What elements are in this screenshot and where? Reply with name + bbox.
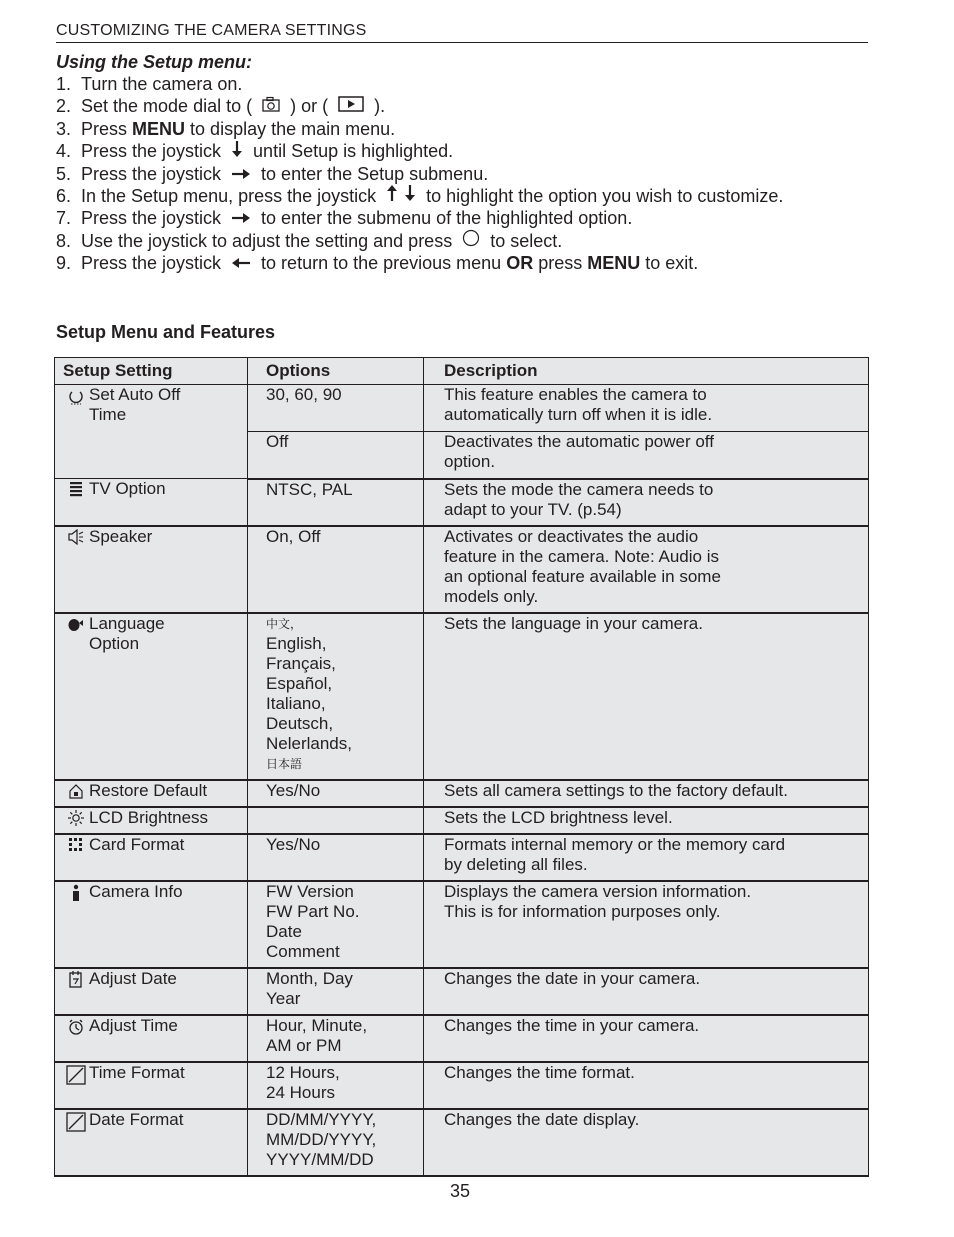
setup-menu-table [54, 357, 869, 1177]
option-value: FW Part No. [266, 901, 360, 921]
setting-cell [55, 968, 248, 1015]
page-number: 35 [449, 1181, 471, 1201]
setting-cell [55, 1015, 248, 1062]
description-text: Changes the time in your camera. [444, 1015, 700, 1035]
step-5: 5. Press the joystick to enter the Setup submenu. [56, 163, 489, 184]
column-header: Setup Setting [55, 358, 248, 385]
option-value: Italiano, [266, 693, 326, 713]
table-row [55, 834, 869, 881]
options-cell [248, 526, 424, 613]
setting-name: Speaker [89, 526, 153, 546]
arrow-right-icon [231, 207, 251, 229]
table-row [55, 1062, 869, 1109]
description-text: Sets the language in your camera. [444, 613, 703, 633]
options-cell [248, 881, 424, 968]
option-value: Français, [266, 653, 336, 673]
options-cell [248, 968, 424, 1015]
option-value: Year [266, 988, 301, 1008]
card-format-icon [63, 835, 89, 855]
description-text: models only. [444, 586, 539, 606]
option-value: Yes/No [266, 834, 321, 854]
description-cell [424, 479, 869, 526]
description-text: Sets the LCD brightness level. [444, 807, 673, 827]
options-cell [248, 1109, 424, 1176]
setting-name: Option [89, 633, 140, 653]
setting-cell [55, 479, 248, 526]
description-text: Changes the date in your camera. [444, 968, 701, 988]
description-cell [424, 780, 869, 807]
options-cell [248, 479, 424, 526]
options-cell [248, 780, 424, 807]
table-row [55, 385, 869, 432]
setting-name: Set Auto Off [89, 385, 181, 404]
setting-cell [55, 613, 248, 780]
description-text: Sets all camera settings to the factory default. [444, 780, 788, 800]
option-value: FW Version [266, 881, 354, 901]
description-text: Changes the date display. [444, 1109, 640, 1129]
options-cell [248, 807, 424, 834]
option-value: AM or PM [266, 1035, 342, 1055]
column-header: Options [248, 358, 424, 385]
option-value: NTSC, PAL [266, 479, 353, 499]
setting-cell [55, 526, 248, 613]
step-3: 3. Press MENU to display the main menu. [56, 118, 396, 139]
options-cell [248, 432, 424, 479]
table-row [55, 1015, 869, 1062]
calendar-icon [63, 969, 89, 989]
ok-button-icon [462, 229, 480, 252]
options-cell [248, 613, 424, 780]
description-text: automatically turn off when it is idle. [444, 405, 713, 424]
option-value: 24 Hours [266, 1082, 335, 1102]
arrow-right-icon [231, 163, 251, 185]
section-title: Setup Menu and Features [56, 322, 276, 342]
setting-cell [55, 1109, 248, 1176]
setting-name: Time Format [89, 1062, 185, 1082]
camera-mode-icon [262, 95, 280, 117]
option-value: YYYY/MM/DD [266, 1149, 374, 1169]
brightness-icon [63, 808, 89, 828]
option-value: Deutsch, [266, 713, 334, 733]
option-value: 12 Hours, [266, 1062, 340, 1082]
description-cell [424, 432, 869, 479]
setting-cell [55, 780, 248, 807]
description-text: This feature enables the camera to [444, 385, 707, 404]
step-6: 6. In the Setup menu, press the joystick to highlight the option you wish to customize. [56, 185, 784, 206]
steps-list [56, 73, 783, 275]
option-value: Comment [266, 941, 340, 961]
description-text: adapt to your TV. (p.54) [444, 499, 622, 519]
option-value: Yes/No [266, 780, 321, 800]
setting-cell [55, 385, 248, 479]
description-text: option. [444, 452, 496, 471]
playback-mode-icon [338, 95, 364, 117]
option-value: Date [266, 921, 302, 941]
date-format-icon [63, 1110, 89, 1132]
table-row [55, 526, 869, 613]
description-cell [424, 881, 869, 968]
description-text: Deactivates the automatic power off [444, 432, 714, 451]
description-cell [424, 1109, 869, 1176]
setting-name: Adjust Date [89, 968, 177, 988]
table-row [55, 613, 869, 780]
description-cell [424, 807, 869, 834]
setting-cell [55, 807, 248, 834]
setting-name: TV Option [89, 479, 166, 498]
description-cell [424, 385, 869, 432]
restore-default-icon [63, 781, 89, 801]
speaker-icon [63, 527, 89, 547]
setting-cell [55, 1062, 248, 1109]
description-text: Changes the time format. [444, 1062, 635, 1082]
setting-name: LCD Brightness [89, 807, 209, 827]
setting-name: Time [89, 405, 127, 424]
clock-icon [63, 1016, 89, 1036]
setting-name: Adjust Time [89, 1015, 178, 1035]
option-value: MM/DD/YYYY, [266, 1129, 377, 1149]
info-icon [63, 882, 89, 902]
table-header-row [55, 358, 869, 385]
option-value: 30, 60, 90 [266, 385, 342, 404]
language-icon [63, 614, 89, 654]
description-cell [424, 613, 869, 780]
setting-name: Date Format [89, 1109, 184, 1129]
setting-name: Camera Info [89, 881, 183, 901]
arrow-down-icon [231, 140, 243, 163]
description-cell [424, 526, 869, 613]
power-off-timer-icon [63, 385, 89, 425]
column-header: Description [424, 358, 869, 385]
option-value: 日本語 [266, 756, 303, 771]
option-value: English, [266, 633, 327, 653]
description-cell [424, 1062, 869, 1109]
description-cell [424, 834, 869, 881]
setting-cell [55, 834, 248, 881]
description-cell [424, 1015, 869, 1062]
description-text: Sets the mode the camera needs to [444, 479, 714, 499]
setting-name: Restore Default [89, 780, 208, 800]
description-text: Displays the camera version information. [444, 881, 752, 901]
step-1: 1. Turn the camera on. [56, 74, 243, 94]
table-row [55, 780, 869, 807]
option-value: 中文， [266, 616, 303, 631]
setting-name: Card Format [89, 834, 185, 854]
step-9: 9. Press the joystick to return to the previous menu OR press MENU to exit. [56, 253, 699, 274]
step-7: 7. Press the joystick to enter the submenu of the highlighted option. [56, 208, 633, 229]
options-cell [248, 385, 424, 432]
description-text: by deleting all files. [444, 854, 588, 874]
step-8: 8. Use the joystick to adjust the setting and press to select. [56, 230, 563, 251]
setting-name: Language [89, 613, 165, 633]
table-row [55, 1109, 869, 1176]
step-4: 4. Press the joystick until Setup is highlighted. [56, 141, 454, 162]
description-text: This is for information purposes only. [444, 901, 721, 921]
arrow-up-down-icon [386, 184, 416, 207]
description-text: feature in the camera. Note: Audio is [444, 546, 719, 566]
description-text: Formats internal memory or the memory card [444, 834, 786, 854]
option-value: Nelerlands, [266, 733, 352, 753]
option-value: Off [266, 432, 289, 451]
table-row [55, 968, 869, 1015]
page-header: CUSTOMIZING THE CAMERA SETTINGS [56, 22, 868, 43]
time-format-icon [63, 1063, 89, 1085]
description-text: Activates or deactivates the audio [444, 526, 699, 546]
table-row [55, 881, 869, 968]
step-2: 2. Set the mode dial to ( ) or ( ). [56, 96, 386, 117]
option-value: Español, [266, 673, 333, 693]
steps-title: Using the Setup menu: [56, 52, 253, 72]
arrow-left-icon [231, 252, 251, 274]
option-value: Month, Day [266, 968, 353, 988]
setting-cell [55, 881, 248, 968]
description-cell [424, 968, 869, 1015]
options-cell [248, 834, 424, 881]
option-value: DD/MM/YYYY, [266, 1109, 377, 1129]
description-text: an optional feature available in some [444, 566, 721, 586]
option-value: Hour, Minute, [266, 1015, 368, 1035]
option-value: On, Off [266, 526, 321, 546]
options-cell [248, 1062, 424, 1109]
table-row [55, 807, 869, 834]
tv-option-icon [63, 479, 89, 499]
options-cell [248, 1015, 424, 1062]
table-row [55, 479, 869, 526]
